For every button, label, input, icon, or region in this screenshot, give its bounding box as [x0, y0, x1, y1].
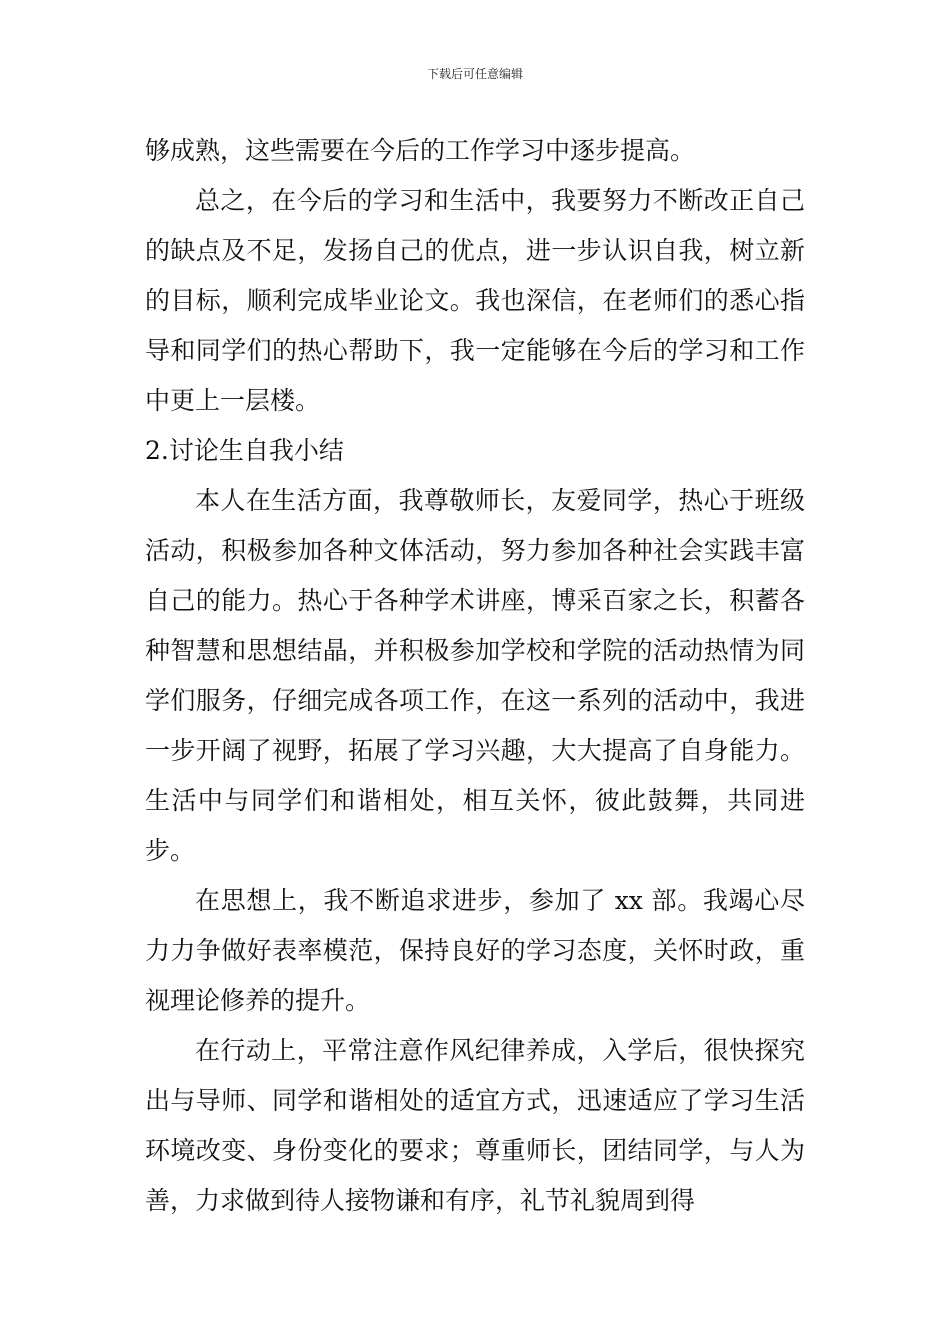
section-heading: 2.讨论生自我小结 [145, 436, 344, 465]
header-note: 下载后可任意编辑 [426, 67, 523, 81]
document-body [145, 126, 805, 1226]
paragraph-action: 在行动上，平常注意作风纪律养成，入学后，很快探究出与导师、同学和谐相处的适宜方式，迅速适应了学习生活环境改变、身份变化的要求；尊重师长，团结同学，与人为善，力求做到待人接物谦和有序，礼节礼貌周到得 [145, 1036, 805, 1215]
paragraph-life: 本人在生活方面，我尊敬师长，友爱同学，热心于班级活动，积极参加各种文体活动，努力参加各种社会实践丰富自己的能力。热心于各种学术讲座，博采百家之长，积蓄各种智慧和思想结晶，并积极参加学校和学院的活动热情为同学们服务，仔细完成各项工作，在这一系列的活动中，我进一步开阔了视野，拓展了学习兴趣，大大提高了自身能力。生活中与同学们和谐相处，相互关怀，彼此鼓舞，共同进步。 [145, 486, 805, 865]
paragraph-summary: 总之，在今后的学习和生活中，我要努力不断改正自己的缺点及不足，发扬自己的优点，进一步认识自我，树立新的目标，顺利完成毕业论文。我也深信，在老师们的悉心指导和同学们的热心帮助下，我一定能够在今后的学习和工作中更上一层楼。 [145, 186, 805, 415]
paragraph-thought: 在思想上，我不断追求进步，参加了 xx 部。我竭心尽力力争做好表率模范，保持良好的学习态度，关怀时政，重视理论修养的提升。 [145, 886, 805, 1015]
paragraph-continuation: 够成熟，这些需要在今后的工作学习中逐步提高。 [145, 136, 696, 165]
